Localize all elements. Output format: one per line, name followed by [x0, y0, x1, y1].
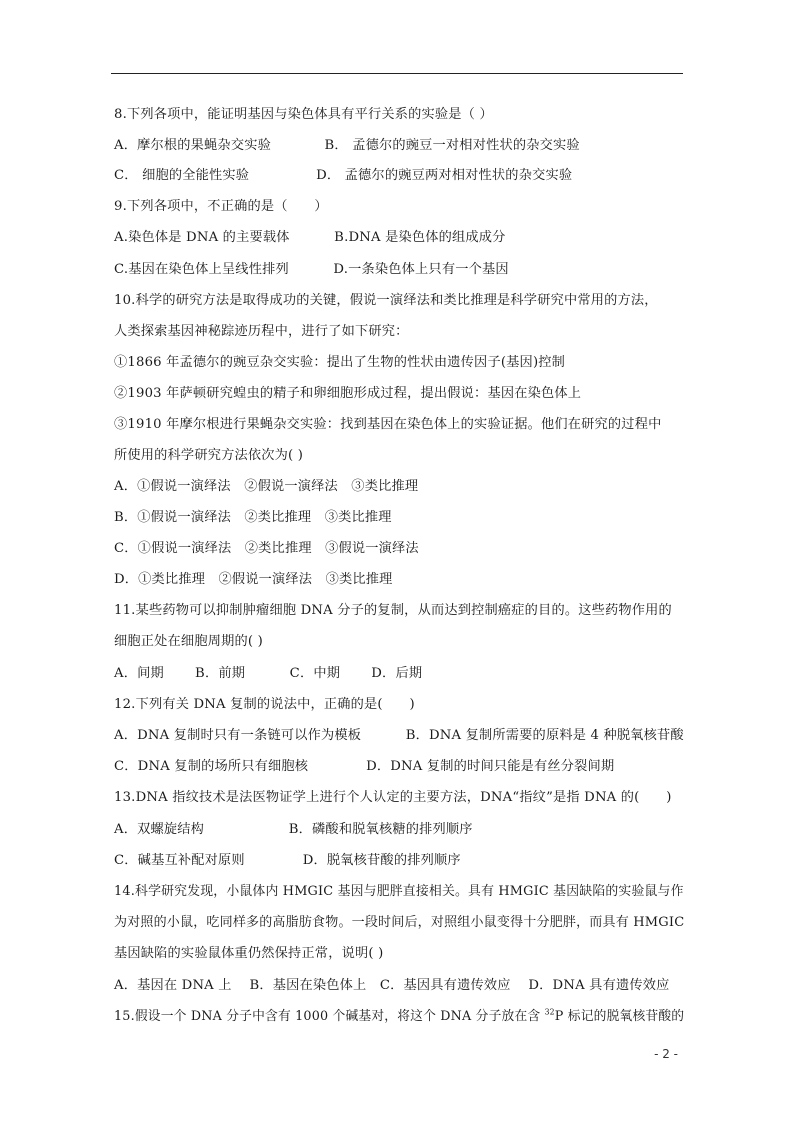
page-number: - 2 -: [654, 1047, 678, 1061]
q8-stem: 8.下列各项中，能证明基因与染色体具有平行关系的实验是（ ）: [114, 107, 493, 122]
q10-stem-line2: 人类探索基因神秘踪迹历程中，进行了如下研究：: [114, 324, 409, 339]
q15-text-after: P 标记的脱氧核苷酸的: [554, 1009, 685, 1024]
q11-stem-line1: 11.某些药物可以抑制肿瘤细胞 DNA 分子的复制，从而达到控制癌症的目的。这些药物作用的: [114, 603, 672, 618]
q8-options-cd: C． 细胞的全能性实验 D． 孟德尔的豌豆两对相对性状的杂交实验: [114, 168, 573, 183]
q14-options: A．基因在 DNA 上 B．基因在染色体上 C．基因具有遗传效应 D．DNA 具有遗传效应: [114, 978, 670, 993]
q11-options: A．间期 B．前期 C．中期 D．后期: [114, 666, 423, 681]
q10-option-d: D．①类比推理 ②假说一演绎法 ③类比推理: [114, 572, 393, 587]
q11-stem-line2: 细胞正处在细胞周期的( ): [114, 634, 263, 649]
q9-stem: 9.下列各项中，不正确的是（ ）: [114, 199, 328, 214]
q14-stem-line2: 为对照的小鼠，吃同样多的高脂肪食物。一段时间后，对照组小鼠变得十分肥胖，而具有 HMGIC: [114, 915, 685, 930]
q9-options-ab: A.染色体是 DNA 的主要载体 B.DNA 是染色体的组成成分: [114, 230, 506, 245]
q14-stem-line1: 14.科学研究发现，小鼠体内 HMGIC 基因与肥胖直接相关。具有 HMGIC 基因缺陷的实验鼠与作: [114, 884, 684, 899]
q13-options-cd: C．碱基互补配对原则 D．脱氧核苷酸的排列顺序: [114, 853, 461, 868]
q10-option-b: B．①假说一演绎法 ②类比推理 ③类比推理: [114, 510, 392, 525]
q10-stem-line1: 10.科学的研究方法是取得成功的关键，假说一演绎法和类比推理是科学研究中常用的方法，: [114, 293, 658, 308]
q10-item-3: ③1910 年摩尔根进行果蝇杂交实验：找到基因在染色体上的实验证据。他们在研究的过程中: [114, 417, 662, 432]
q13-options-ab: A．双螺旋结构 B．磷酸和脱氧核糖的排列顺序: [114, 822, 473, 837]
q15-superscript: 32: [544, 1007, 555, 1017]
q15-text-before: 15.假设一个 DNA 分子中含有 1000 个碱基对，将这个 DNA 分子放在含: [114, 1009, 545, 1024]
q10-item-1: ①1866 年孟德尔的豌豆杂交实验：提出了生物的性状由遗传因子(基因)控制: [114, 355, 566, 370]
q10-item-2: ②1903 年萨顿研究蝗虫的精子和卵细胞形成过程，提出假说：基因在染色体上: [114, 386, 582, 401]
q10-option-a: A．①假说一演绎法 ②假说一演绎法 ③类比推理: [114, 479, 419, 494]
q9-options-cd: C.基因在染色体上呈线性排列 D.一条染色体上只有一个基因: [114, 262, 509, 277]
q8-options-ab: A．摩尔根的果蝇杂交实验 B． 孟德尔的豌豆一对相对性状的杂交实验: [114, 138, 580, 153]
header-rule: [111, 73, 683, 74]
q15-stem-line1: [114, 1009, 684, 1025]
q13-stem: 13.DNA 指纹技术是法医物证学上进行个人认定的主要方法，DNA“指纹”是指 DNA 的( ): [114, 790, 672, 805]
q10-stem-line3: 所使用的科学研究方法依次为( ): [114, 448, 304, 463]
q14-stem-line3: 基因缺陷的实验鼠体重仍然保持正常，说明( ): [114, 946, 384, 961]
q12-options-cd: C．DNA 复制的场所只有细胞核 D．DNA 复制的时间只能是有丝分裂间期: [114, 759, 615, 774]
q10-option-c: C．①假说一演绎法 ②类比推理 ③假说一演绎法: [114, 541, 419, 556]
q12-stem: 12.下列有关 DNA 复制的说法中，正确的是( ): [114, 697, 415, 712]
q12-options-ab: A．DNA 复制时只有一条链可以作为模板 B．DNA 复制所需要的原料是 4 种脱氧核苷酸: [114, 728, 684, 743]
